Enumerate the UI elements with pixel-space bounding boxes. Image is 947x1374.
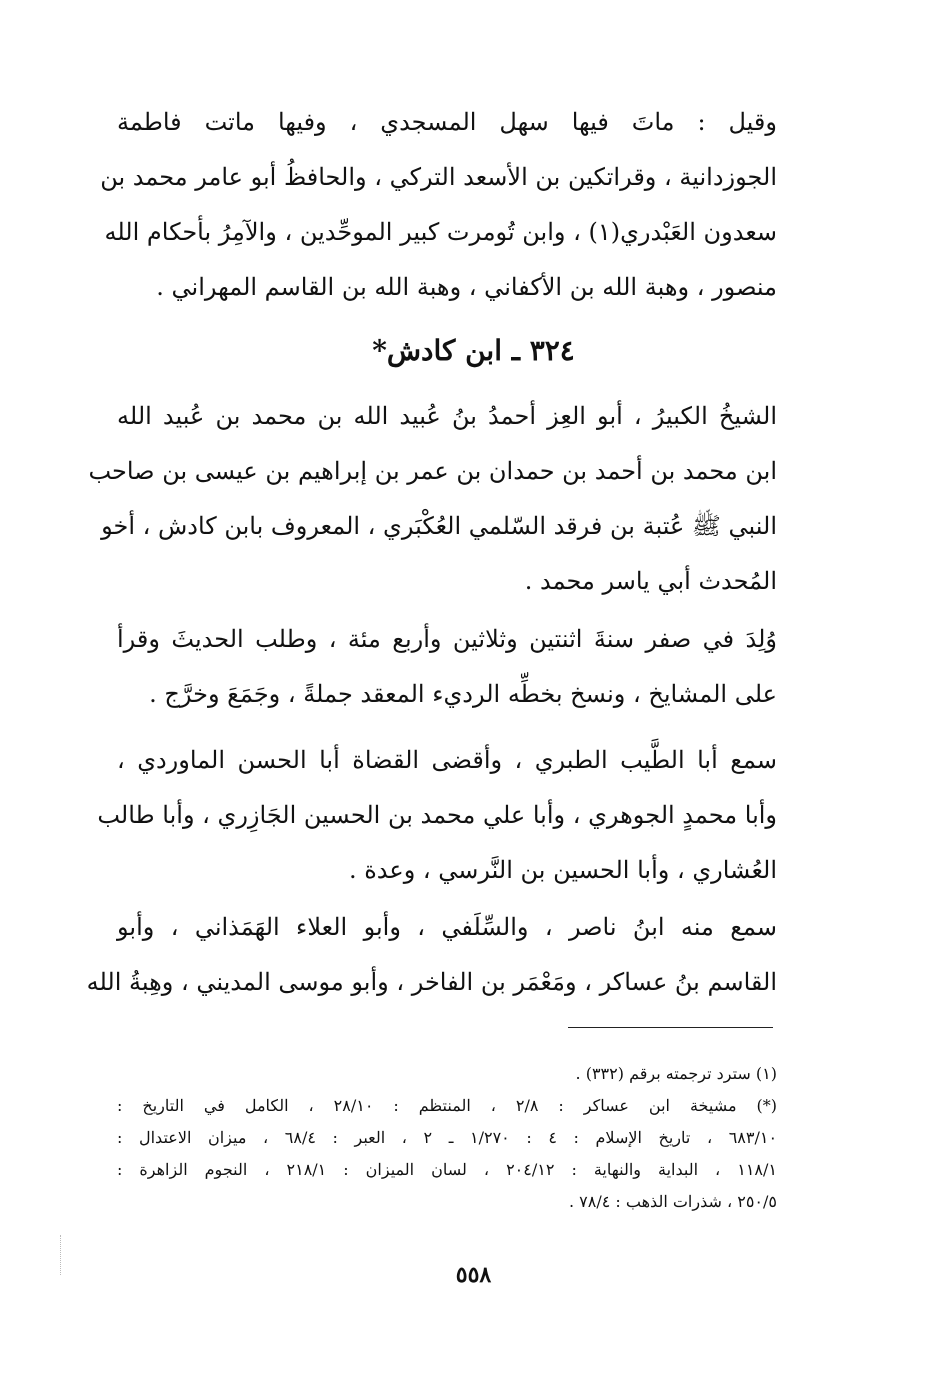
text-line: سمع أبا الطَّيب الطبري ، وأقضى القضاة أبا الحسن الماوردي ، <box>117 746 777 774</box>
paragraph-intro <box>100 95 777 315</box>
paragraph-name <box>88 389 777 609</box>
paragraph-students <box>86 900 777 1010</box>
text-line: على المشايخ ، ونسخ بخطِّه الرديء المعقد جملةً ، وجَمَعَ وخرَّج . <box>149 680 777 708</box>
text-line: العُشاري ، وأبا الحسين بن النَّرسي ، وعدة . <box>348 856 777 884</box>
footnote-line: (*) مشيخة ابن عساكر : ٢/٨ ، المنتظم : ٢٨/١٠ ، الكامل في التاريخ : <box>117 1096 777 1115</box>
text-line: ابن محمد بن أحمد بن حمدان بن عمر بن إبراهيم بن عيسى بن صاحب <box>88 457 777 485</box>
footnote-line: ٢٥٠/٥ ، شذرات الذهب : ٧٨/٤ . <box>569 1192 777 1211</box>
text-line: وُلِدَ في صفر سنةَ اثنتين وثلاثين وأربع مئة ، وطلب الحديثَ وقرأ <box>117 625 777 653</box>
text-line: وقيل : ماتَ فيها سهل المسجدي ، وفيها ماتت فاطمة <box>117 108 777 136</box>
footnote-divider <box>568 1027 773 1028</box>
entry-heading: ٣٢٤ ـ ابن كادش* <box>372 334 575 367</box>
text-line: وأبا محمدٍ الجوهري ، وأبا علي محمد بن الحسين الجَازِري ، وأبا طالب <box>97 801 777 829</box>
text-line: منصور ، وهبة الله بن الأكفاني ، وهبة الله بن القاسم المهراني . <box>156 273 777 301</box>
footnote-line: (١) سترد ترجمته برقم (٣٣٢) . <box>575 1064 777 1083</box>
text-line: القاسم بنُ عساكر ، ومَعْمَر بن الفاخر ، وأبو موسى المديني ، وهِبةُ الله <box>86 968 777 996</box>
text-line: الجوزدانية ، وقراتكين بن الأسعد التركي ، والحافظُ أبو عامر محمد بن <box>100 163 777 191</box>
paragraph-heard <box>97 733 777 898</box>
page-number: ٥٥٨ <box>455 1262 492 1288</box>
text-line: سمع منه ابنُ ناصر ، والسِّلَفي ، وأبو العلاء الهَمَذاني ، وأبو <box>117 913 777 941</box>
footnote-line: ١١٨/١ ، البداية والنهاية : ٢٠٤/١٢ ، لسان الميزان : ٢١٨/١ ، النجوم الزاهرة : <box>117 1160 777 1179</box>
text-line: الشيخُ الكبيرُ ، أبو العِز أحمدُ بنُ عُبيد الله بن محمد بن عُبيد الله <box>117 402 777 430</box>
footnote-line: ٦٨٣/١٠ ، تاريخ الإسلام : ٤ : ١/٢٧٠ ـ ٢ ، العبر : ٦٨/٤ ، ميزان الاعتدال : <box>117 1128 778 1147</box>
paragraph-birth <box>117 612 777 722</box>
footnotes <box>117 1058 777 1218</box>
text-line: المُحدث أبي ياسر محمد . <box>524 567 777 595</box>
text-line: سعدون العَبْدري(١) ، وابن تُومرت كبير الموحِّدين ، والآمِرُ بأحكام الله <box>104 218 777 246</box>
text-line: النبي ﷺ عُتبة بن فرقد السّلمي العُكْبَري ، المعروف بابن كادش ، أخو <box>101 512 777 540</box>
